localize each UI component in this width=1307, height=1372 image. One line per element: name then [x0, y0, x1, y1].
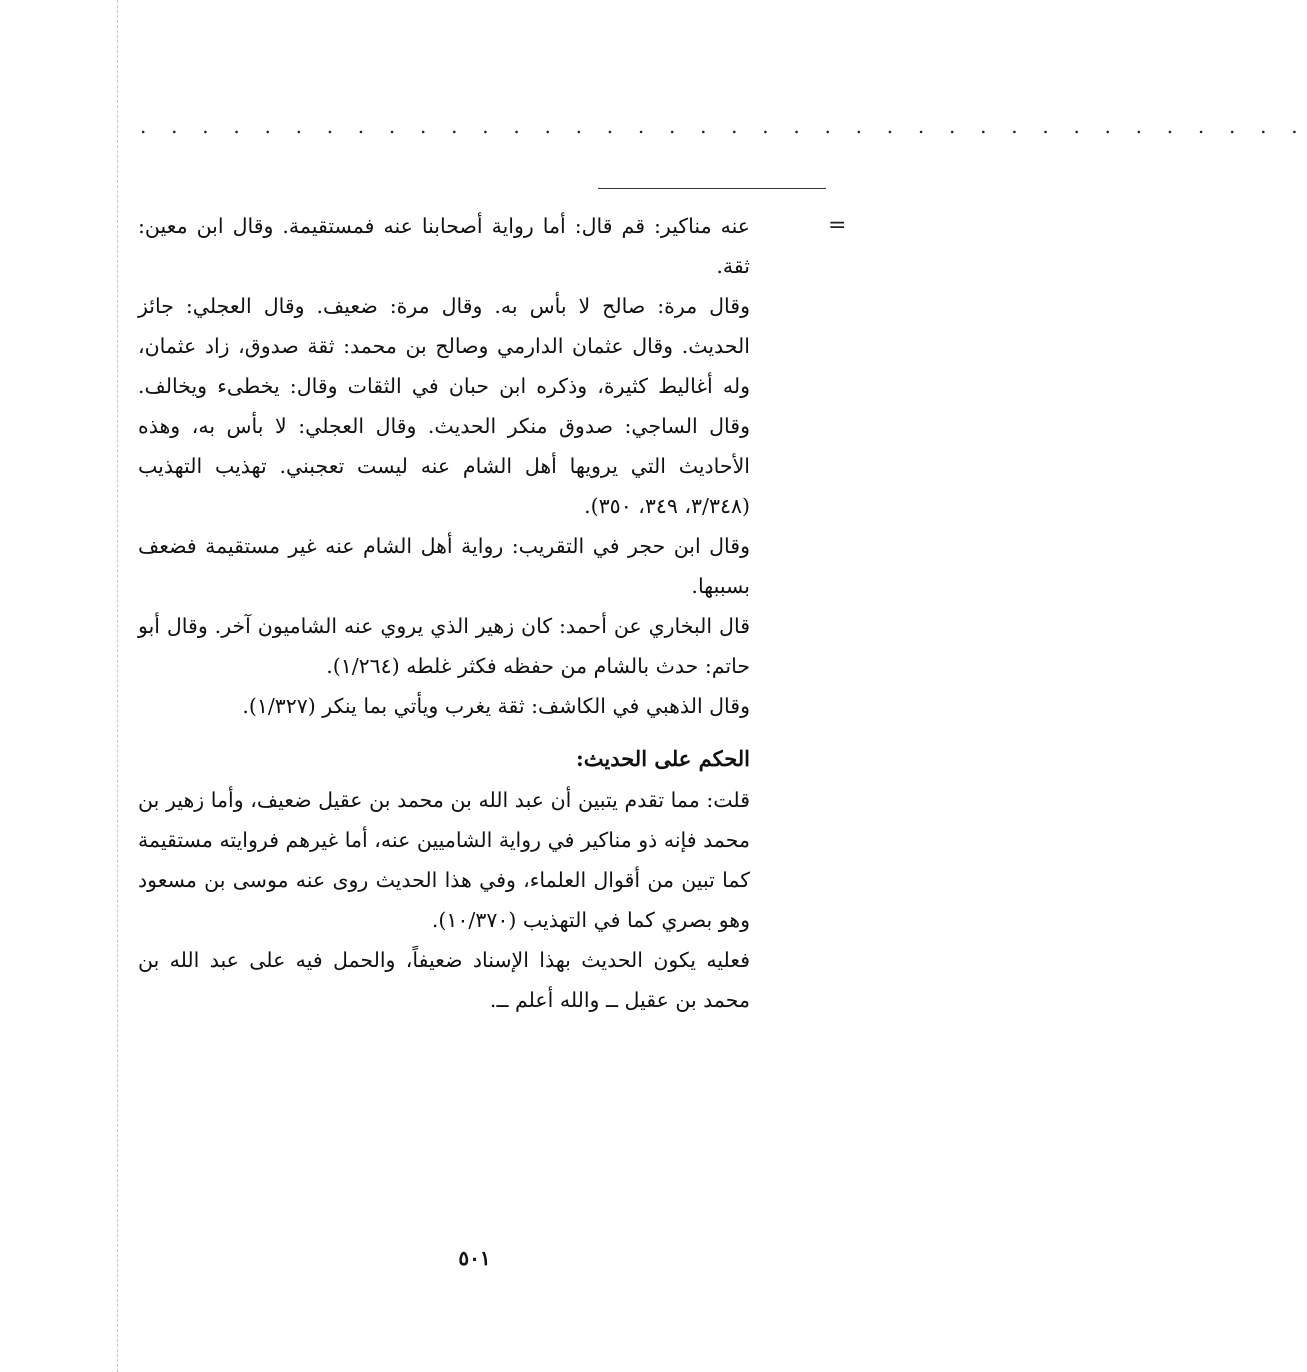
footnote-paragraph: وقال مرة: صالح لا بأس به. وقال مرة: ضعيف. وقال العجلي: جائز الحديث. وقال عثمان الدارمي وصالح بن محمد: ثقة صدوق، زاد عثمان، وله أغاليط كثيرة، وذكره ابن حبان في الثقات وقال: يخطىء ويخالف. وقال الساجي: صدوق منكر الحديث. وقال العجلي: لا بأس به، وهذه الأحاديث التي يرويها أهل الشام عنه ليست تعجبني. تهذيب التهذيب (٣/٣٤٨، ٣٤٩، ٣٥٠).	[138, 294, 750, 518]
ruling-section	[138, 738, 750, 1020]
ruling-heading: الحكم على الحديث:	[576, 746, 750, 771]
footnote-paragraph: وقال ابن حجر في التقريب: رواية أهل الشام عنه غير مستقيمة فضعف بسببها.	[138, 534, 750, 598]
page-number: ٥٠١	[458, 1246, 491, 1270]
ruling-paragraph: قلت: مما تقدم يتبين أن عبد الله بن محمد بن عقيل ضعيف، وأما زهير بن محمد فإنه ذو مناكير في رواية الشاميين عنه، أما غيرهم فروايته مستقيمة كما تبين من أقوال العلماء، وفي هذا الحديث روى عنه موسى بن مسعود وهو بصري كما في التهذيب (١٠/٣٧٠).	[138, 788, 750, 932]
continuation-marker: =	[828, 213, 847, 238]
binding-margin-line	[117, 0, 118, 1372]
section-separator-dots: . . . . . . . . . . . . . . . . . . . . . . . . . . . . . . . . . . . . . .	[140, 114, 1307, 138]
footnote-paragraph: عنه مناكير: قم قال: أما رواية أصحابنا عنه فمستقيمة. وقال ابن معين: ثقة.	[138, 214, 750, 278]
footnote-paragraph: قال البخاري عن أحمد: كان زهير الذي يروي عنه الشاميون آخر. وقال أبو حاتم: حدث بالشام من حفظه فكثر غلطه (١/٢٦٤).	[138, 614, 750, 678]
ruling-paragraph: فعليه يكون الحديث بهذا الإسناد ضعيفاً، والحمل فيه على عبد الله بن محمد بن عقيل ــ والله أعلم ــ.	[138, 948, 750, 1012]
footnote-paragraph: وقال الذهبي في الكاشف: ثقة يغرب ويأتي بما ينكر (١/٣٢٧).	[242, 694, 750, 718]
footnote-block	[138, 206, 750, 726]
footnote-rule	[598, 188, 826, 189]
